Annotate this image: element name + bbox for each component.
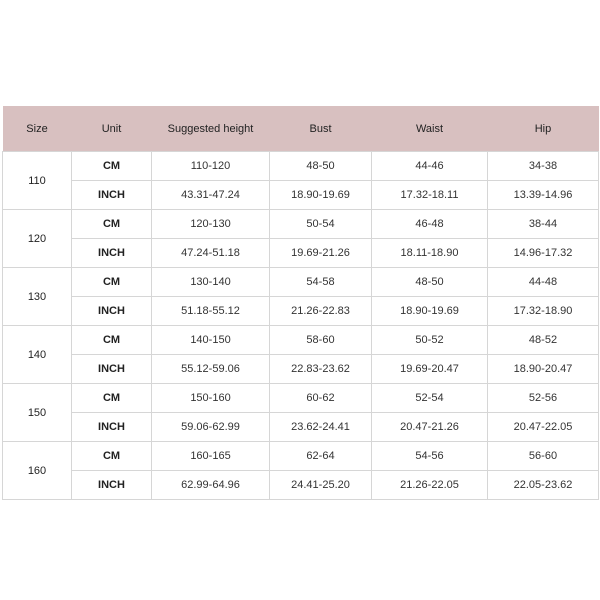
table-row (3, 239, 599, 268)
bust-cell: 21.26-22.83 (270, 297, 372, 326)
hip-cell: 52-56 (488, 384, 599, 413)
height-cell: 150-160 (152, 384, 270, 413)
header-hip: Hip (488, 106, 599, 152)
waist-cell: 50-52 (372, 326, 488, 355)
table-row (3, 181, 599, 210)
height-cell: 55.12-59.06 (152, 355, 270, 384)
table-row (3, 326, 599, 355)
bust-cell: 62-64 (270, 442, 372, 471)
hip-cell: 44-48 (488, 268, 599, 297)
hip-cell: 17.32-18.90 (488, 297, 599, 326)
unit-cell: CM (72, 326, 152, 355)
height-cell: 47.24-51.18 (152, 239, 270, 268)
height-cell: 140-150 (152, 326, 270, 355)
size-chart-table (2, 106, 599, 500)
hip-cell: 48-52 (488, 326, 599, 355)
waist-cell: 17.32-18.11 (372, 181, 488, 210)
table-body (3, 152, 599, 500)
bust-cell: 54-58 (270, 268, 372, 297)
size-cell: 130 (3, 268, 72, 326)
bust-cell: 22.83-23.62 (270, 355, 372, 384)
unit-cell: CM (72, 152, 152, 181)
unit-cell: INCH (72, 471, 152, 500)
table-row (3, 210, 599, 239)
bust-cell: 18.90-19.69 (270, 181, 372, 210)
waist-cell: 54-56 (372, 442, 488, 471)
size-cell: 150 (3, 384, 72, 442)
header-suggested-height: Suggested height (152, 106, 270, 152)
table-row (3, 471, 599, 500)
bust-cell: 58-60 (270, 326, 372, 355)
height-cell: 120-130 (152, 210, 270, 239)
table-row (3, 413, 599, 442)
bust-cell: 24.41-25.20 (270, 471, 372, 500)
height-cell: 51.18-55.12 (152, 297, 270, 326)
height-cell: 43.31-47.24 (152, 181, 270, 210)
header-size: Size (3, 106, 72, 152)
height-cell: 62.99-64.96 (152, 471, 270, 500)
size-cell: 110 (3, 152, 72, 210)
size-cell: 160 (3, 442, 72, 500)
height-cell: 130-140 (152, 268, 270, 297)
waist-cell: 20.47-21.26 (372, 413, 488, 442)
table-row (3, 152, 599, 181)
unit-cell: CM (72, 210, 152, 239)
hip-cell: 13.39-14.96 (488, 181, 599, 210)
hip-cell: 38-44 (488, 210, 599, 239)
waist-cell: 19.69-20.47 (372, 355, 488, 384)
hip-cell: 34-38 (488, 152, 599, 181)
bust-cell: 48-50 (270, 152, 372, 181)
size-cell: 140 (3, 326, 72, 384)
waist-cell: 21.26-22.05 (372, 471, 488, 500)
hip-cell: 14.96-17.32 (488, 239, 599, 268)
waist-cell: 52-54 (372, 384, 488, 413)
waist-cell: 18.11-18.90 (372, 239, 488, 268)
unit-cell: CM (72, 268, 152, 297)
hip-cell: 22.05-23.62 (488, 471, 599, 500)
hip-cell: 18.90-20.47 (488, 355, 599, 384)
waist-cell: 46-48 (372, 210, 488, 239)
table-row (3, 442, 599, 471)
header-waist: Waist (372, 106, 488, 152)
height-cell: 160-165 (152, 442, 270, 471)
height-cell: 110-120 (152, 152, 270, 181)
table-row (3, 268, 599, 297)
header-unit: Unit (72, 106, 152, 152)
size-cell: 120 (3, 210, 72, 268)
hip-cell: 56-60 (488, 442, 599, 471)
unit-cell: INCH (72, 413, 152, 442)
waist-cell: 48-50 (372, 268, 488, 297)
unit-cell: INCH (72, 355, 152, 384)
header-row (3, 106, 599, 152)
table-row (3, 297, 599, 326)
bust-cell: 19.69-21.26 (270, 239, 372, 268)
height-cell: 59.06-62.99 (152, 413, 270, 442)
bust-cell: 60-62 (270, 384, 372, 413)
table-header (3, 106, 599, 152)
table-row (3, 355, 599, 384)
unit-cell: INCH (72, 239, 152, 268)
unit-cell: CM (72, 384, 152, 413)
waist-cell: 44-46 (372, 152, 488, 181)
unit-cell: INCH (72, 181, 152, 210)
waist-cell: 18.90-19.69 (372, 297, 488, 326)
bust-cell: 23.62-24.41 (270, 413, 372, 442)
unit-cell: CM (72, 442, 152, 471)
hip-cell: 20.47-22.05 (488, 413, 599, 442)
table-row (3, 384, 599, 413)
unit-cell: INCH (72, 297, 152, 326)
bust-cell: 50-54 (270, 210, 372, 239)
header-bust: Bust (270, 106, 372, 152)
